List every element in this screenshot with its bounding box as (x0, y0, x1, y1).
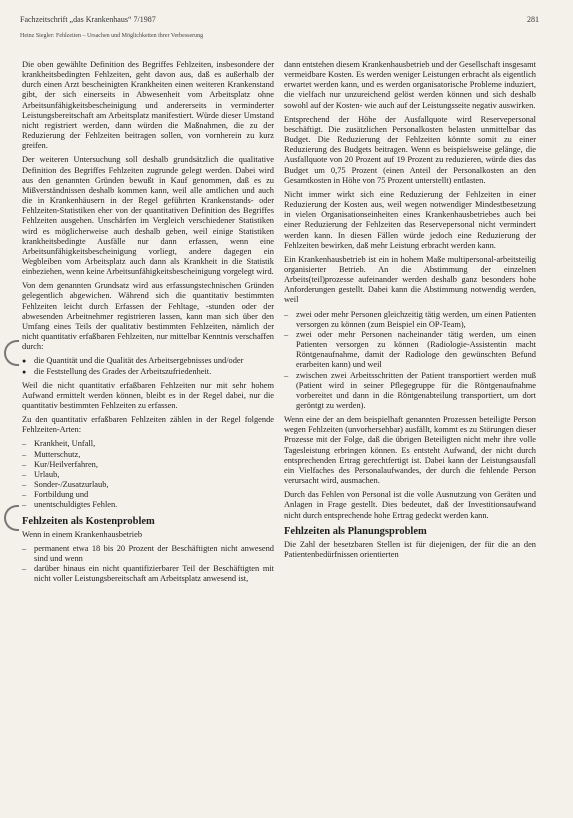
paragraph: Durch das Fehlen von Personal ist die volle Ausnutzung von Geräten und Anlagen in Frage gestellt. Dies bedeutet, daß der Investitionsaufwand nicht durch entsprechende hohe Ertrag gedeckt werden kann. (284, 490, 536, 520)
paragraph: Entsprechend der Höhe der Ausfallquote wird Reservepersonal beschäftigt. Die zusätzlichen Personalkosten belasten unmittelbar das Budget. Die Reduzierung der Fehlzeiten könnte somit zu einer Reduzierung des Budgets beitragen. Wenn es beispielsweise gelänge, die Ausfallquote von 20 Prozent auf 19 Prozent zu reduzieren, würde dies das Budget um 0,75 Prozent (einen Anteil der Personalkosten an den Gesamtkosten in Höhe von 75 Prozent unterstellt) entlasten. (284, 114, 536, 185)
paragraph: dann entstehen diesem Krankenhausbetrieb und der Gesellschaft insgesamt vermeidbare Kosten. Es werden weniger Leistungen erbracht als eigentlich erwartet werden kann, und es werden organisatorische Probleme induziert, die vielfach nur unzureichend gelöst werden können und sich deshalb sowohl auf der Kosten- wie auch auf der Leistungsseite negativ auswirken. (284, 60, 536, 110)
list-item: – unentschuldigtes Fehlen. (22, 500, 274, 510)
list-item: – Krankheit, Unfall, (22, 439, 274, 449)
paragraph: Ein Krankenhausbetrieb ist ein in hohem Maße multipersonal-arbeitsteilig organisierter Betrieb. An die Abstimmung der einzelnen Arbeits(teil)prozesse aufeinander werden deshalb ganz besonders hohe Anforderungen gestellt. Dabei kann die Abstimmung notwendig werden, weil (284, 254, 536, 305)
list-item: ● die Quantität und die Qualität des Arbeitsergebnisses und/oder (22, 356, 274, 366)
list-item: – permanent etwa 18 bis 20 Prozent der Beschäftigten nicht anwesend sind und wenn (22, 544, 274, 564)
paragraph: Zu den quantitativ erfaßbaren Fehlzeiten zählen in der Regel folgende Fehlzeiten-Arten: (22, 415, 274, 435)
article-header: Heinz Siegler: Fehlzeiten – Ursachen und Möglichkeiten ihrer Verbesserung (20, 33, 204, 39)
section-heading: Fehlzeiten als Kostenproblem (22, 515, 155, 527)
binder-hole-mark (4, 340, 19, 366)
list-item: – darüber hinaus ein nicht quantifizierbarer Teil der Beschäftigten mit nicht voller Leistungsbereitschaft am Arbeitsplatz anwesend ist, (22, 564, 274, 584)
paragraph: Der weiteren Untersuchung soll deshalb grundsätzlich die qualitative Definition des Begriffes Fehlzeiten zugrunde gelegt werden. Dabei wird aus den genannten Gründen bewußt in Kauf genommen, daß es zu Mißverständnissen deshalb kommen kann, weil alle amtlichen und auch die in Krankenhäusern in der Regel geführten Krankenstands- oder Fehlzeiten-Statistiken eher von der quantitativen Definition des Begriffes Fehlzeiten ausgehen. Unschärfen im Vergleich verschiedener Statistiken wird es möglicherweise auch deshalb geben, weil einige Statistiken krankheitsbedingte Ausfälle nur dann erfassen, wenn eine Arbeitsunfähigkeitsbescheinigung vorliegt, andere dagegen ein Wegbleiben vom Arbeitsplatz auch dann als Krankheit in die Statistik einbeziehen, wenn keine Arbeitsunfähigkeitsbescheinigung vorgelegt wird. (22, 155, 274, 277)
list-item: – zwischen zwei Arbeitsschritten der Patient transportiert werden muß (Patient wird in seiner Pflegegruppe für die Röntgenaufnahme vorbereitet und dann in die Röntgenabteilung transportiert, um dort geröntgt zu werden). (284, 371, 536, 412)
binder-hole-mark (4, 505, 19, 531)
paragraph: Die oben gewählte Definition des Begriffes Fehlzeiten, insbesondere der krankheitsbedingten Fehlzeiten, geht davon aus, daß es außerhalb der durch einen Arzt bescheinigten Krankheiten einen weiteren Krankenstand gibt, der sich einerseits in Abwesenheit vom Arbeitsplatz ohne Arbeitsunfähigkeitsbescheinigung und andererseits in verminderter Leistungsbereitschaft am Arbeitsplatz manifestiert. Würde dieser Umstand nicht registriert werden, dann würden die Maßnahmen, die zu der Reduzierung der Fehlzeiten beitragen sollen, von vornherein zu kurz greifen. (22, 60, 274, 151)
absence-types-list (22, 439, 274, 510)
journal-header: Fachzeitschrift „das Krankenhaus“ 7/1987 (20, 15, 156, 24)
paragraph: Von dem genannten Grundsatz wird aus erfassungstechnischen Gründen gelegentlich abgewichen. Während sich die quantitativ bestimmten Fehlzeiten leicht durch Erfassen der Fehltage, -stunden oder der abwesenden Arbeitnehmer registrieren lassen, kann man sich über den Umfang eines Teils der qualitativ bestimmten Fehlzeiten, nämlich der nicht quantitativ erfaßbaren Fehlzeiten, nur mittelbar Kenntnis verschaffen durch: (22, 281, 274, 352)
list-item: – Urlaub, (22, 470, 274, 480)
paragraph: Wenn eine der an dem beispielhaft genannten Prozessen beteiligte Person wegen Fehlzeiten (unvorhersehbar) ausfällt, kommt es zu Störungen dieser Prozesse mit der Folge, daß die übrigen Beteiligten nicht mehr ihre volle Tagesleistung erbringen können. Es entsteht Aufwand, der nicht durch entsprechenden Ertrag gerechtfertigt ist. Dabei kann der Leistungsausfall ein Vielfaches des Personalaufwandes, der durch die fehlende Person verursacht wird, ausmachen. (284, 415, 536, 486)
paragraph: Weil die nicht quantitativ erfaßbaren Fehlzeiten nur mit sehr hohem Aufwand ermittelt werden können, bleibt es in der Regel dabei, nur die quantitativ bestimmten Fehlzeiten zu erfassen. (22, 380, 274, 410)
paragraph: Wenn in einem Krankenhausbetrieb (22, 529, 143, 539)
section-heading: Fehlzeiten als Planungsproblem (284, 525, 427, 537)
list-item: – zwei oder mehr Personen gleichzeitig tätig werden, um einen Patienten versorgen zu können (zum Beispiel ein OP-Team), (284, 310, 536, 330)
list-item: – Mutterschutz, (22, 450, 274, 460)
dash-list (284, 310, 536, 412)
dash-list (22, 544, 274, 585)
list-item: ● die Feststellung des Grades der Arbeitszufriedenheit. (22, 367, 274, 377)
bullet-list (22, 356, 274, 376)
paragraph: Die Zahl der besetzbaren Stellen ist für diejenigen, der für die an den Patientenbedürfnissen orientierten (284, 539, 536, 559)
list-item: – Fortbildung und (22, 490, 274, 500)
list-item: – Sonder-/Zusatzurlaub, (22, 480, 274, 490)
right-column (284, 60, 536, 564)
list-item: – zwei oder mehr Personen nacheinander tätig werden, um einen Patienten versorgen zu können (Radiologie-Assistentin macht Röntgenaufnahme, damit der Radiologe den gewünschten Befund erarbeiten kann) und weil (284, 330, 536, 371)
left-column (22, 60, 274, 588)
paragraph: Nicht immer wirkt sich eine Reduzierung der Fehlzeiten in einer Reduzierung der Kosten aus, weil wegen notwendiger Mindestbesetzung in vielen Organisationseinheiten eines Krankenhausbetriebes auch bei einer Reduzierung der Fehlzeiten das Reservepersonal nicht vermindert werden kann. In diesen Fällen würde jedoch eine Reduzierung der Fehlzeiten bewirken, daß mehr Leistung erbracht werden kann. (284, 189, 536, 250)
list-item: – Kur/Heilverfahren, (22, 460, 274, 470)
page-number: 281 (527, 15, 539, 24)
